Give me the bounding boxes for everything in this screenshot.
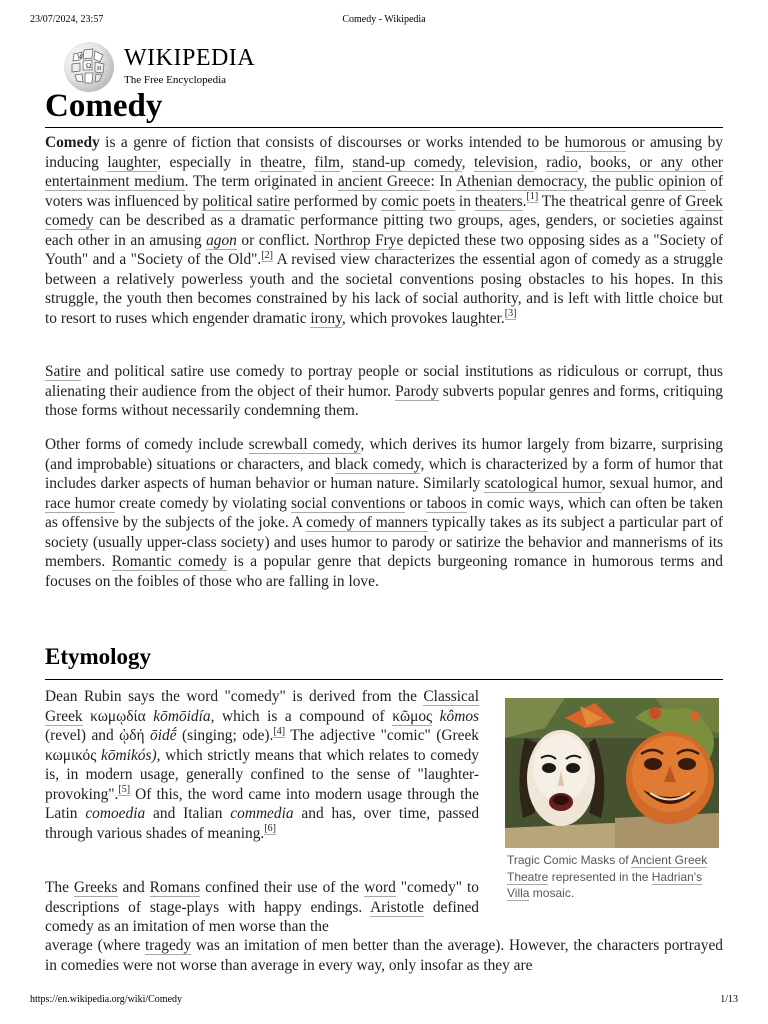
italic-term: comoedia xyxy=(85,805,146,822)
text: subverts popular genres and forms, critiquing those forms without necessarily condemning them. xyxy=(45,382,723,419)
caption-text: represented in the xyxy=(548,869,652,884)
text: (revel) and ᾠδή xyxy=(45,727,151,744)
print-url: https://en.wikipedia.org/wiki/Comedy xyxy=(30,994,183,1005)
link-greek-comedy[interactable]: Greek comedy xyxy=(45,192,724,229)
wikipedia-wordmark: WIKIPEDIA xyxy=(124,45,256,71)
text: which strictly means that which relates to comedy is, in modern usage, generally confined to the sense of "laughter-provoking". xyxy=(45,746,480,803)
text: , which is characterized by a form of humor that includes darker aspects of human behavior or human nature. Similarly xyxy=(45,455,723,492)
svg-text:Ω: Ω xyxy=(86,62,92,70)
text: defined comedy as an imitation of men worse than the xyxy=(45,898,479,935)
figure-masks xyxy=(505,698,719,848)
text: and has, over time, passed through various shades of meaning. xyxy=(45,805,480,842)
text: , xyxy=(533,153,547,171)
print-page-number: 1/13 xyxy=(720,994,738,1005)
reference-6-link[interactable]: [6] xyxy=(264,823,276,835)
link-comic-poets[interactable]: comic poets xyxy=(381,192,456,210)
text: Of this, the word came into modern usage through the Latin xyxy=(45,785,479,822)
text: of voters was influenced by xyxy=(45,173,723,210)
reference-6[interactable] xyxy=(264,823,276,835)
title-divider xyxy=(45,127,723,128)
text: Other forms of comedy include xyxy=(45,436,249,453)
link-public-opinion[interactable]: public opinion xyxy=(615,173,706,190)
text: and xyxy=(117,879,150,896)
link-satire[interactable]: Satire xyxy=(45,363,81,380)
text: Dean Rubin says the word "comedy" is derived from the xyxy=(45,688,424,705)
etymology-paragraph-2-continued xyxy=(45,936,723,975)
link-agon[interactable]: agon xyxy=(206,231,237,249)
section-heading-etymology: Etymology xyxy=(45,644,152,669)
wikipedia-globe-icon xyxy=(64,42,114,92)
link-political-satire[interactable]: political satire xyxy=(202,192,290,210)
text: . xyxy=(522,192,527,210)
link-social-conventions[interactable]: social conventions xyxy=(291,494,406,512)
wikipedia-logo[interactable] xyxy=(64,42,304,92)
intro-paragraph-2 xyxy=(45,362,723,421)
text: average (where xyxy=(45,937,146,954)
link-theatre[interactable]: theatre xyxy=(260,153,302,171)
text: , xyxy=(301,153,315,171)
link-comedy-of-manners[interactable]: comedy of manners xyxy=(306,514,428,531)
link-hadrians-villa[interactable]: Hadrian's Villa xyxy=(507,869,703,900)
text: create comedy by violating xyxy=(114,494,292,512)
link-romans[interactable]: Romans xyxy=(149,879,201,896)
etymology-paragraph-1 xyxy=(45,687,479,843)
link-ancient-greece[interactable]: ancient Greece xyxy=(337,173,431,190)
link-film[interactable]: film xyxy=(314,153,340,171)
text: is a genre of fiction that consists of discourses or works intended to be xyxy=(99,134,565,151)
text: confined their use of the xyxy=(200,879,365,896)
italic-term: kômos xyxy=(439,707,479,725)
link-parody[interactable]: Parody xyxy=(395,382,439,400)
link-black-comedy[interactable]: black comedy xyxy=(334,455,421,473)
reference-2[interactable] xyxy=(261,250,273,262)
bold-term: Comedy xyxy=(45,134,100,151)
text: was an imitation of men better than the average). However, the characters portrayed in comedies were not worse than average in every way, only insofar as they are xyxy=(45,937,723,974)
italic-term: ōidḗ xyxy=(150,727,177,744)
print-page-title: Comedy - Wikipedia xyxy=(342,14,426,25)
link-tragedy[interactable]: tragedy xyxy=(145,937,192,954)
link-aristotle[interactable]: Aristotle xyxy=(370,898,425,916)
reference-3-link[interactable]: [3] xyxy=(504,308,517,320)
link-books-media[interactable]: books, or any other entertainment medium xyxy=(45,153,724,190)
intro-paragraph-1 xyxy=(45,133,723,328)
svg-text:И: И xyxy=(97,66,102,72)
link-humorous[interactable]: humorous xyxy=(564,134,627,151)
text: A revised view characterizes the essential agon of comedy as a struggle between a relatively powerless youth and the societal conventions posing obstacles to his hopes. In this struggle, the youth then becomes constrained by his lack of social authority, and is left with little choice but to resort to ruses which engender dramatic xyxy=(45,251,723,327)
link-irony[interactable]: irony xyxy=(310,309,342,327)
italic-term: kōmikós), xyxy=(101,746,161,764)
link-television[interactable]: television xyxy=(473,153,534,171)
text: : In xyxy=(430,173,456,190)
text: , xyxy=(339,153,353,171)
text: and political satire use comedy to portray people or social institutions as ridiculous or corrupt, thus alienating their audience from the object of their humor. xyxy=(45,363,723,400)
text: and Italian xyxy=(145,805,231,822)
print-footer xyxy=(0,994,768,1008)
text: . The term originated in xyxy=(184,173,338,190)
text: , sexual humor, and xyxy=(601,475,723,492)
text: is a popular genre that depicts burgeoning romance in humorous terms and focuses on the foibles of those who are falling in love. xyxy=(45,553,723,590)
text: in xyxy=(455,192,475,210)
link-romantic-comedy[interactable]: Romantic comedy xyxy=(111,553,227,570)
link-screwball-comedy[interactable]: screwball comedy xyxy=(248,436,361,453)
text: "comedy" to descriptions of stage-plays with happy endings. xyxy=(45,879,479,916)
reference-1[interactable] xyxy=(527,191,539,203)
text: κωμῳδία xyxy=(82,707,154,725)
link-taboos[interactable]: taboos xyxy=(426,494,467,512)
text: (singing; ode). xyxy=(176,727,274,744)
text: in comic ways, which can often be taken as offensive by the subjects of the joke. A xyxy=(45,494,723,531)
link-stand-up-comedy[interactable]: stand-up comedy xyxy=(352,153,462,171)
text: , which provokes laughter. xyxy=(341,309,505,327)
print-datetime: 23/07/2024, 23:57 xyxy=(30,14,104,25)
svg-text:W: W xyxy=(77,53,84,61)
link-race-humor[interactable]: race humor xyxy=(45,494,115,512)
italic-term: commedia xyxy=(230,805,294,822)
text: , which derives its humor largely from bizarre, surprising (and improbable) situations or characters, and xyxy=(45,436,723,473)
reference-4[interactable] xyxy=(273,726,285,738)
text: The xyxy=(45,879,74,896)
caption-text: Tragic Comic Masks of xyxy=(507,853,632,867)
text: depicted these two opposing sides as a "Society of Youth" and a "Society of the Old". xyxy=(45,231,724,268)
link-classical-greek[interactable]: Classical Greek xyxy=(45,688,479,725)
italic-term: kōmōidía xyxy=(153,707,211,725)
text: , which is a compound of xyxy=(210,707,393,725)
intro-paragraph-3 xyxy=(45,435,723,591)
reference-2-link[interactable]: [2] xyxy=(261,249,273,261)
text: can be described as a dramatic performance pitting two groups, ages, genders, or societies against each other in an amusing xyxy=(45,212,723,249)
text: performed by xyxy=(290,192,382,210)
link-northrop-frye[interactable]: Northrop Frye xyxy=(314,231,404,249)
page-title: Comedy xyxy=(45,88,163,124)
text: , the xyxy=(583,173,616,190)
link-radio[interactable]: radio xyxy=(546,153,578,171)
reference-5-link[interactable]: [5] xyxy=(118,784,131,796)
figure-caption xyxy=(507,852,721,902)
reference-1-link[interactable]: [1] xyxy=(526,191,539,203)
section-divider xyxy=(45,679,723,680)
text: The adjective "comic" (Greek κωμικός xyxy=(45,727,479,764)
tragic-comic-masks-image[interactable] xyxy=(505,698,719,848)
link-laughter[interactable]: laughter xyxy=(107,153,158,171)
text: or amusing by inducing xyxy=(45,134,723,171)
text: , xyxy=(461,153,474,171)
link-athenian-democracy[interactable]: Athenian democracy xyxy=(455,173,584,190)
reference-5[interactable] xyxy=(118,784,130,796)
text: , xyxy=(577,153,591,171)
etymology-paragraph-2 xyxy=(45,878,479,937)
text: or conflict. xyxy=(236,231,315,249)
link-komos[interactable]: κῶμος xyxy=(392,707,433,725)
text xyxy=(432,708,440,725)
link-greeks[interactable]: Greeks xyxy=(73,879,118,896)
text: or xyxy=(405,494,427,512)
text: The theatrical genre of xyxy=(538,192,686,210)
link-scatological-humor[interactable]: scatological humor xyxy=(484,475,602,492)
reference-3[interactable] xyxy=(505,308,517,320)
link-word[interactable]: word xyxy=(364,879,396,896)
link-theaters[interactable]: theaters xyxy=(474,192,523,210)
caption-text: mosaic. xyxy=(529,886,575,900)
text: typically takes as its subject a particular part of society (usually upper-class society) and uses humor to parody or satirize the behavior and mannerisms of its members. xyxy=(45,514,723,570)
text: , especially in xyxy=(157,153,261,171)
reference-4-link[interactable]: [4] xyxy=(273,725,286,737)
print-header xyxy=(0,14,768,28)
link-ancient-greek-theatre[interactable]: Ancient Greek Theatre xyxy=(507,853,708,884)
wikipedia-tagline: The Free Encyclopedia xyxy=(124,74,227,86)
